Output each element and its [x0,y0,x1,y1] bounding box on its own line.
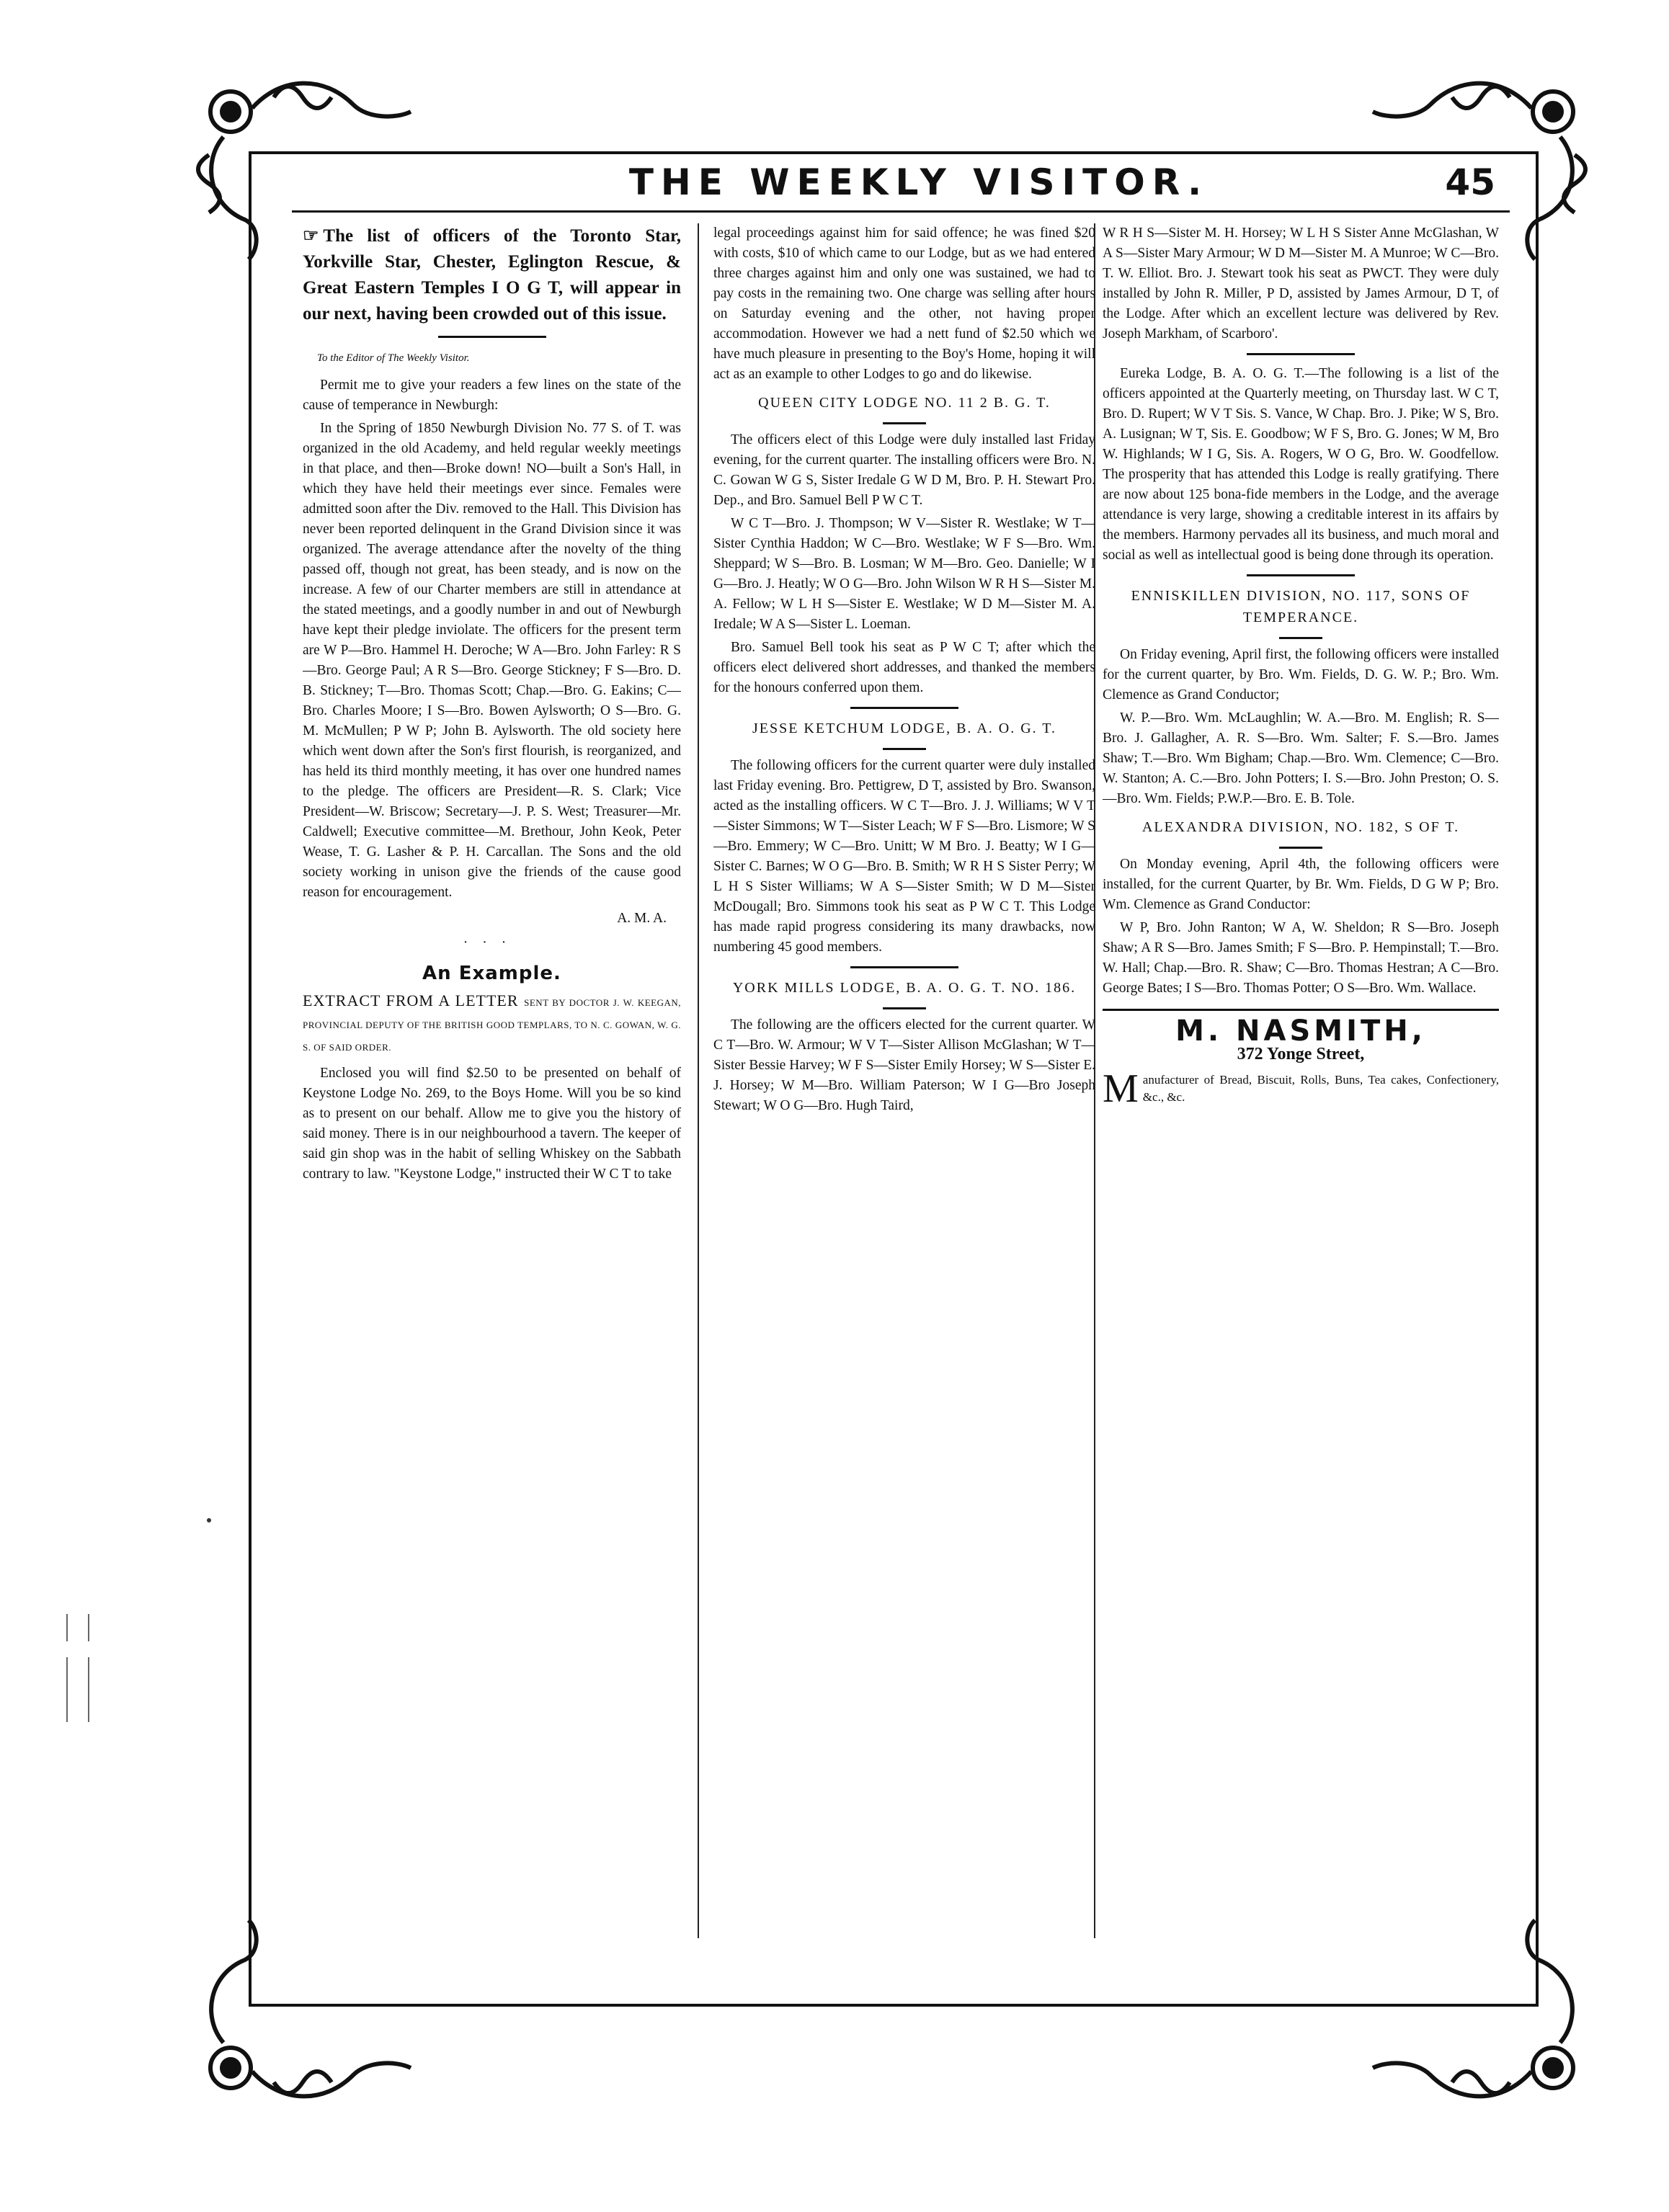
lodge-report-eureka: Eureka Lodge, B. A. O. G. T.—The following is a list of the officers appointed at the Quarterly meeting, on Thursday last. W C T, Bro. D. Rupert; W V T Sis. S. Vance, W Chap. Bro. J. Pike; W S, Bro. A. Lusignan; W T, Sis. E. Goodbow; W F S, Bro. G. Jones; W M, Bro W. Highlands; W I G, Sis. A. Rogers, W O G, Bro. W. Goodfellow. The prosperity that has attended this Lodge is really gratifying. There are now about 125 bona-fide members in the Lodge, and the average attendance is very large, showing a creditable interest in its affairs by the members. Harmony pervades all its business, and much moral and social as well as intellectual good is being done through its operation. [1103,366,1499,563]
section-rule [850,707,958,709]
extract-heading [303,991,681,1058]
lodge-report-paragraph: Bro. Samuel Bell took his seat as P W C T; after which the officers elect delivered short addresses, and thanked the members for the honours conferred upon them. [713,640,1095,695]
letter-salutation: To the Editor of The Weekly Visitor. [317,352,470,364]
column-divider [698,223,699,1938]
scan-mark [66,1657,68,1722]
advert-rule [1103,1009,1499,1011]
editorial-notice-text: The list of officers of the Toronto Star, Yorkville Star, Chester, Eglington Rescue, & Great Eastern Temples I O G T, will appear in our next, having been crowded out of this issue. [303,226,681,324]
section-rule [850,966,958,968]
advert-address: 372 Yonge Street, [1237,1045,1365,1063]
lodge-report-paragraph: W C T—Bro. J. Thompson; W V—Sister R. Westlake; W T—Sister Cynthia Haddon; W C—Bro. Westlake; W F S—Bro. Wm. Sheppard; W S—Bro. B. Losman; W M—Bro. Geo. Danielle; W I G—Bro. J. Heatly; W O G—Bro. John Wilson W R H S—Sister M. A. Fellow; W L H S—Sister E. Westlake; W D M—Sister M. A. Iredale; W A S—Sister L. Loeman. [713,516,1095,632]
section-rule [1247,574,1355,576]
section-rule [1279,637,1322,639]
column-1 [303,223,681,1953]
letter-paragraph: Permit me to give your readers a few lines on the state of the cause of temperance in Newburgh: [303,378,681,413]
division-report-paragraph: On Monday evening, April 4th, the following officers were installed, for the current Quarter, by Br. Wm. Fields, D G W P; Bro. Wm. Clemence as Grand Conductor: [1103,857,1499,912]
pointing-hand-icon: ☞ [303,226,319,246]
lodge-report-paragraph: The officers elect of this Lodge were duly installed last Friday evening, for the current quarter. The installing officers were Bro. N. C. Gowan W G S, Sister Iredale G W D M, Bro. P. H. Stewart Pro. Dep., and Bro. Samuel Bell P W C T. [713,432,1095,508]
division-report-paragraph: W. P.—Bro. Wm. McLaughlin; W. A.—Bro. M. English; R. S—Bro. J. Gallagher, A. R. S—Bro. Wm. Salter; F. S.—Bro. James Shaw; T.—Bro. Wm Bigham; Chap.—Bro. Wm. Clemence; C—Bro. W. Stanton; A. C.—Bro. John Potters; I. S.—Bro. John Preston; O. S.—Bro. Wm. Fields; P.W.P.—Bro. E. B. Tole. [1103,710,1499,806]
lodge-heading-queen-city: QUEEN CITY LODGE NO. 11 2 B. G. T. [758,395,1051,411]
scan-mark [88,1657,89,1722]
division-heading-alexandra: ALEXANDRA DIVISION, NO. 182, S OF T. [1141,819,1460,835]
scan-mark [88,1614,89,1641]
column-3 [1103,223,1499,1953]
advert-dropcap: M [1103,1066,1139,1111]
advert-merchant-name: M. NASMITH, [1175,1014,1426,1048]
lodge-heading-jesse-ketchum: JESSE KETCHUM LODGE, B. A. O. G. T. [752,721,1057,736]
division-report-paragraph: W P, Bro. John Ranton; W A, W. Sheldon; R S—Bro. Joseph Shaw; A R S—Bro. James Smith; F S—Bro. P. Hempinstall; T.—Bro. W. Hall; Chap.—Bro. R. Shaw; C—Bro. Thomas Hestran; A C—Bro. George Bates; I S—Bro. Thomas Potter; O S—Bro. Wm. Wallace. [1103,920,1499,996]
section-rule [1279,847,1322,849]
masthead-title: THE WEEKLY VISITOR. [628,161,1209,203]
extract-continuation: legal proceedings against him for said offence; he was fined $20 with costs, $10 of which came to our Lodge, but as we had entered three charges against him and only one was sustained, we had to pay costs in the remaining two. One charge was selling after hours on Saturday evening and the other, not having proper accommodation. However we had a nett fund of $2.50 which we have much pleasure in presenting to the Boy's Home, hoping it will act as an example to other Lodges to go and do likewise. [713,226,1095,382]
lodge-report-paragraph: The following officers for the current quarter were duly installed last Friday evening. Bro. Pettigrew, D T, assisted by Bro. Swanson, acted as the installing officers. W C T—Bro. J. J. Williams; W V T—Sister Simmons; W T—Sister Leach; W F S—Bro. Lismore; W S—Bro. Emmery; W C—Bro. Unitt; W M Bro. J. Beatty; W I G—Sister C. Barnes; W O G—Bro. B. Smith; W R H S Sister Perry; W L H S Sister Williams; W A S—Sister Smith; W D M—Sister McDougall; Bro. Simmons took his seat as P W C T. This Lodge has made rapid progress considering its many drawbacks, now numbering 45 good members. [713,758,1095,955]
letter-paragraph: In the Spring of 1850 Newburgh Division No. 77 S. of T. was organized in the old Academy, and held regular weekly meetings in that place, and then—Broke down! NO—built a Son's Hall, in which they have held their meetings ever since. Females were admitted soon after the Div. removed to the Hall. This Division has never been reported delinquent in the Grand Division since it was organized. The average attendance after the novelty of the thing passed off, though not great, has been steady, and is now on the increase. A few of our Charter members are still in attendance at the stated meetings, and a goodly number in and out of Newburgh have kept their pledge inviolate. The officers for the present term are W P—Bro. Hammel H. Deroche; W A—Bro. John Farley: R S—Bro. George Paul; A R S—Bro. George Stickney; F S—Bro. D. B. Stickney; T—Bro. Thomas Scott; Chap.—Bro. G. Eakins; C—Bro. Charles Moore; I S—Bro. Bowen Aylsworth; O S—Bro. G. M. McMullen; P W P; John B. Aylsworth. The old society here which went down after the Son's first flourish, is reorganized, and has held its third monthly meeting, it has over one hundred names to the pledge. The officers are President—R. S. Clark; Vice President—W. Briscow; Secretary—J. P. S. West; Treasurer—Mr. Caldwell; Executive committee—M. Brethour, John Keok, Peter Wease, T. G. Lasher & P. H. Carcallan. The Sons and the old society working in unison give the friends of the cause good reason for encouragement. [303,421,681,900]
masthead-rule [292,210,1510,213]
extract-subtitle: SENT BY DOCTOR J. W. KEEGAN, PROVINCIAL DEPUTY OF THE BRITISH GOOD TEMPLARS, TO N. C. GOWAN, W. G. S. OF SAID ORDER. [303,997,681,1053]
scan-mark [66,1614,68,1641]
lodge-report-paragraph: The following are the officers elected for the current quarter. W C T—Bro. W. Armour; W V T—Sister Allison McGlashan; W T—Sister Bessie Harvey; W F S—Sister Emily Horsey; W S—Sister E. J. Horsey; W M—Bro. William Paterson; W I G—Bro Joseph Stewart; W O G—Bro. Hugh Taird, [713,1017,1095,1113]
editorial-notice [303,223,681,327]
lodge-heading-york-mills: YORK MILLS LODGE, B. A. O. G. T. NO. 186. [732,980,1077,996]
division-report-paragraph: On Friday evening, April first, the following officers were installed for the current quarter, by Bro. Wm. Fields, D. G. W. P.; Bro. Wm. Clemence as Grand Conductor; [1103,647,1499,703]
section-rule [883,1007,926,1009]
advert-description [1103,1066,1499,1111]
article-heading-example: An Example. [422,963,561,984]
section-rule [1247,353,1355,355]
extract-body: Enclosed you will find $2.50 to be presented on behalf of Keystone Lodge No. 269, to the Boys Home. Will you be so kind as to present on our behalf. Allow me to give you the history of said money. There is in our neighbourhood a tavern. The keeper of said gin shop was in the habit of selling Whiskey on the Sabbath contrary to law. "Keystone Lodge," instructed their W C T to take [303,1066,681,1182]
lodge-report-continuation: W R H S—Sister M. H. Horsey; W L H S Sister Anne McGlashan, W A S—Sister Mary Armour; W D M—Sister M. A Munroe; W C—Bro. T. W. Elliot. Bro. J. Stewart took his seat as PWCT. They were duly installed by John R. Miller, P D, assisted by James Armour, D T, of the Lodge. After which an excellent lecture was delivered by Rev. Joseph Markham, of Scarboro'. [1103,226,1499,342]
scan-speck [207,1518,211,1522]
section-dots: ··· [463,935,521,950]
column-2 [713,223,1095,1953]
page-number: 45 [1445,161,1495,203]
section-rule [883,422,926,424]
extract-title: EXTRACT FROM A LETTER [303,991,519,1009]
advert-description-text: anufacturer of Bread, Biscuit, Rolls, Buns, Tea cakes, Confectionery, &c., &c. [1142,1073,1499,1104]
section-rule [438,336,546,338]
division-heading-enniskillen: ENNISKILLEN DIVISION, NO. 117, SONS OF TEMPERANCE. [1131,588,1471,625]
letter-signature: A. M. A. [617,911,667,926]
section-rule [883,748,926,750]
